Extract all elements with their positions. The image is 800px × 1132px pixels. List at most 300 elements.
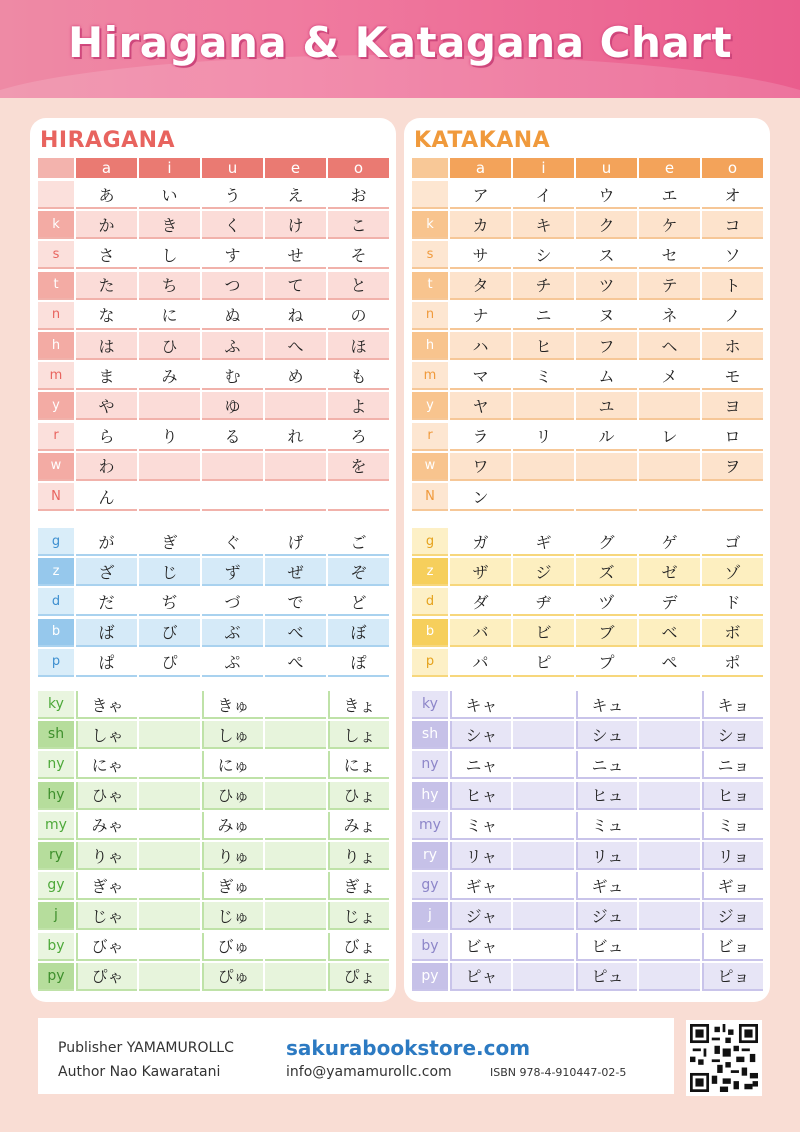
katakana-combo-kana-cell bbox=[513, 842, 574, 870]
katakana-combo-kana-cell bbox=[513, 812, 574, 840]
katakana-dakuten-kana-cell: ゾ bbox=[702, 558, 763, 586]
header-banner bbox=[0, 0, 800, 98]
katakana-combo-row-label: gy bbox=[412, 872, 448, 900]
hiragana-combo-row-ry bbox=[38, 842, 388, 872]
katakana-basic-kana-cell: ナ bbox=[450, 302, 511, 330]
hiragana-dakuten-row-label: b bbox=[38, 619, 74, 647]
hiragana-combo-row-label: py bbox=[38, 963, 74, 991]
katakana-basic-kana-cell: ノ bbox=[702, 302, 763, 330]
hiragana-dakuten-kana-cell: ぴ bbox=[139, 649, 200, 677]
hiragana-combo-kana-cell: じょ bbox=[328, 902, 389, 930]
katakana-basic-kana-cell: ウ bbox=[576, 181, 637, 209]
hiragana-combo-kana-cell bbox=[139, 842, 200, 870]
website-link[interactable]: sakurabookstore.com bbox=[286, 1036, 531, 1060]
hiragana-basic-kana-cell bbox=[202, 453, 263, 481]
hiragana-combo-kana-cell: じゃ bbox=[76, 902, 137, 930]
katakana-dakuten-row-label: b bbox=[412, 619, 448, 647]
hiragana-basic-kana-cell: す bbox=[202, 241, 263, 269]
katakana-basic-kana-cell: ス bbox=[576, 241, 637, 269]
katakana-dakuten-kana-cell: ゴ bbox=[702, 528, 763, 556]
katakana-combo-row-label: hy bbox=[412, 782, 448, 810]
hiragana-title: HIRAGANA bbox=[40, 128, 176, 153]
katakana-combo-kana-cell bbox=[639, 812, 700, 840]
hiragana-combo-kana-cell: きゃ bbox=[76, 691, 137, 719]
hiragana-basic-kana-cell: け bbox=[265, 211, 326, 239]
hiragana-basic-kana-cell: と bbox=[328, 272, 389, 300]
hiragana-basic-kana-cell: た bbox=[76, 272, 137, 300]
katakana-basic-kana-cell: サ bbox=[450, 241, 511, 269]
hiragana-basic-vowel-header-a: a bbox=[76, 158, 137, 178]
hiragana-basic-kana-cell bbox=[265, 483, 326, 511]
hiragana-combo-kana-cell: ぴゅ bbox=[202, 963, 263, 991]
katakana-combo-kana-cell: ビュ bbox=[576, 933, 637, 961]
katakana-dakuten-kana-cell: ギ bbox=[513, 528, 574, 556]
author-text: Author Nao Kawaratani bbox=[58, 1064, 221, 1080]
hiragana-dakuten-kana-cell: ず bbox=[202, 558, 263, 586]
hiragana-dakuten-kana-cell: づ bbox=[202, 588, 263, 616]
katakana-basic-vowel-header-i: i bbox=[513, 158, 574, 178]
katakana-combo-kana-cell: リュ bbox=[576, 842, 637, 870]
katakana-dakuten-kana-cell: デ bbox=[639, 588, 700, 616]
katakana-dakuten-kana-cell: バ bbox=[450, 619, 511, 647]
hiragana-basic-row-s bbox=[38, 241, 388, 271]
katakana-panel bbox=[404, 118, 770, 1002]
katakana-combo-kana-cell: ギュ bbox=[576, 872, 637, 900]
katakana-basic-kana-cell: オ bbox=[702, 181, 763, 209]
hiragana-basic-kana-cell: あ bbox=[76, 181, 137, 209]
hiragana-basic-kana-cell: り bbox=[139, 423, 200, 451]
hiragana-dakuten-row-z bbox=[38, 558, 388, 588]
katakana-dakuten-row-z bbox=[412, 558, 762, 588]
katakana-basic-kana-cell: タ bbox=[450, 272, 511, 300]
katakana-combo-kana-cell: シュ bbox=[576, 721, 637, 749]
hiragana-dakuten-kana-cell: び bbox=[139, 619, 200, 647]
katakana-basic-kana-cell bbox=[639, 392, 700, 420]
hiragana-combo-kana-cell bbox=[265, 721, 326, 749]
hiragana-basic-row-label: t bbox=[38, 272, 74, 300]
qr-code-icon[interactable] bbox=[686, 1020, 762, 1096]
email-link[interactable]: info@yamamurollc.com bbox=[286, 1064, 452, 1080]
hiragana-basic-kana-cell: ほ bbox=[328, 332, 389, 360]
katakana-basic-row-label: r bbox=[412, 423, 448, 451]
hiragana-dakuten-kana-cell: ぜ bbox=[265, 558, 326, 586]
katakana-basic-kana-cell: ヤ bbox=[450, 392, 511, 420]
hiragana-dakuten-row-b bbox=[38, 619, 388, 649]
katakana-basic-row-label: N bbox=[412, 483, 448, 511]
katakana-basic-row-label: h bbox=[412, 332, 448, 360]
katakana-combo-kana-cell bbox=[513, 691, 574, 719]
hiragana-combo-kana-cell: きゅ bbox=[202, 691, 263, 719]
hiragana-dakuten-row-label: d bbox=[38, 588, 74, 616]
hiragana-basic-kana-cell: き bbox=[139, 211, 200, 239]
katakana-basic-row-label bbox=[412, 181, 448, 209]
hiragana-dakuten-kana-cell: ぐ bbox=[202, 528, 263, 556]
hiragana-basic-kana-cell bbox=[139, 483, 200, 511]
hiragana-dakuten-row-d bbox=[38, 588, 388, 618]
katakana-dakuten-row-p bbox=[412, 649, 762, 679]
hiragana-dakuten-kana-cell: ぷ bbox=[202, 649, 263, 677]
hiragana-dakuten-row-label: g bbox=[38, 528, 74, 556]
katakana-dakuten-kana-cell: ボ bbox=[702, 619, 763, 647]
hiragana-basic-kana-cell: や bbox=[76, 392, 137, 420]
katakana-dakuten-row-d bbox=[412, 588, 762, 618]
katakana-dakuten-row-b bbox=[412, 619, 762, 649]
hiragana-combo-kana-cell: ぎゅ bbox=[202, 872, 263, 900]
hiragana-dakuten-row-g bbox=[38, 528, 388, 558]
hiragana-combo-kana-cell: きょ bbox=[328, 691, 389, 719]
hiragana-dakuten-kana-cell: ば bbox=[76, 619, 137, 647]
hiragana-combo-kana-cell: ぎゃ bbox=[76, 872, 137, 900]
katakana-basic-kana-cell bbox=[639, 453, 700, 481]
hiragana-combo-kana-cell bbox=[139, 872, 200, 900]
hiragana-combo-kana-cell: びょ bbox=[328, 933, 389, 961]
katakana-basic-vowel-header-a: a bbox=[450, 158, 511, 178]
katakana-combo-kana-cell bbox=[639, 933, 700, 961]
page-title: Hiragana & Katagana Chart bbox=[67, 18, 733, 67]
isbn-text: ISBN 978-4-910447-02-5 bbox=[490, 1066, 627, 1079]
katakana-basic-kana-cell: モ bbox=[702, 362, 763, 390]
katakana-basic-kana-cell: テ bbox=[639, 272, 700, 300]
katakana-basic-kana-cell: ソ bbox=[702, 241, 763, 269]
hiragana-combo-row-my bbox=[38, 812, 388, 842]
hiragana-combo-kana-cell: にゅ bbox=[202, 751, 263, 779]
hiragana-basic-kana-cell: わ bbox=[76, 453, 137, 481]
hiragana-combo-kana-cell: りゃ bbox=[76, 842, 137, 870]
katakana-basic-row-y bbox=[412, 392, 762, 422]
katakana-basic-kana-cell: ト bbox=[702, 272, 763, 300]
hiragana-basic-kana-cell bbox=[139, 453, 200, 481]
hiragana-combo-kana-cell: みゃ bbox=[76, 812, 137, 840]
hiragana-basic-kana-cell: う bbox=[202, 181, 263, 209]
hiragana-basic-kana-cell: る bbox=[202, 423, 263, 451]
hiragana-dakuten-kana-cell: ぽ bbox=[328, 649, 389, 677]
hiragana-combo-kana-cell: ひゃ bbox=[76, 782, 137, 810]
hiragana-combo-kana-cell: しょ bbox=[328, 721, 389, 749]
hiragana-basic-kana-cell: を bbox=[328, 453, 389, 481]
katakana-basic-kana-cell: ヨ bbox=[702, 392, 763, 420]
katakana-combo-kana-cell: ピュ bbox=[576, 963, 637, 991]
katakana-combo-row-label: my bbox=[412, 812, 448, 840]
hiragana-combo-kana-cell: しゃ bbox=[76, 721, 137, 749]
hiragana-basic-row-label: r bbox=[38, 423, 74, 451]
hiragana-panel bbox=[30, 118, 396, 1002]
katakana-combo-kana-cell: シャ bbox=[450, 721, 511, 749]
katakana-dakuten-kana-cell: ペ bbox=[639, 649, 700, 677]
hiragana-basic-kana-cell: そ bbox=[328, 241, 389, 269]
katakana-combo-row-py bbox=[412, 963, 762, 993]
katakana-basic-kana-cell: エ bbox=[639, 181, 700, 209]
katakana-basic-kana-cell bbox=[576, 483, 637, 511]
katakana-basic-kana-cell: ム bbox=[576, 362, 637, 390]
katakana-combo-kana-cell bbox=[639, 751, 700, 779]
katakana-combo-row-gy bbox=[412, 872, 762, 902]
katakana-combo-kana-cell bbox=[639, 721, 700, 749]
hiragana-basic-kana-cell: れ bbox=[265, 423, 326, 451]
katakana-basic-kana-cell: イ bbox=[513, 181, 574, 209]
katakana-combo-kana-cell: ミャ bbox=[450, 812, 511, 840]
katakana-basic-kana-cell: リ bbox=[513, 423, 574, 451]
hiragana-dakuten-kana-cell: が bbox=[76, 528, 137, 556]
katakana-basic-vowel-header-row bbox=[412, 158, 762, 180]
hiragana-dakuten-kana-cell: ざ bbox=[76, 558, 137, 586]
katakana-basic-kana-cell: ラ bbox=[450, 423, 511, 451]
katakana-combo-kana-cell: ヒョ bbox=[702, 782, 763, 810]
katakana-basic-kana-cell bbox=[513, 483, 574, 511]
katakana-basic-row-label: n bbox=[412, 302, 448, 330]
hiragana-dakuten-kana-cell: げ bbox=[265, 528, 326, 556]
hiragana-basic-vowel-header-u: u bbox=[202, 158, 263, 178]
hiragana-combo-kana-cell bbox=[265, 902, 326, 930]
katakana-dakuten-kana-cell: ガ bbox=[450, 528, 511, 556]
hiragana-combo-kana-cell bbox=[139, 812, 200, 840]
katakana-combo-kana-cell bbox=[513, 933, 574, 961]
katakana-basic-kana-cell: ヲ bbox=[702, 453, 763, 481]
katakana-basic-row-n bbox=[412, 302, 762, 332]
katakana-dakuten-kana-cell: ヅ bbox=[576, 588, 637, 616]
katakana-basic-kana-cell: ネ bbox=[639, 302, 700, 330]
katakana-combo-kana-cell: キョ bbox=[702, 691, 763, 719]
katakana-dakuten-kana-cell: ゲ bbox=[639, 528, 700, 556]
katakana-combo-kana-cell: リャ bbox=[450, 842, 511, 870]
katakana-dakuten-kana-cell: ピ bbox=[513, 649, 574, 677]
katakana-basic-row-t bbox=[412, 272, 762, 302]
hiragana-basic-kana-cell: ん bbox=[76, 483, 137, 511]
hiragana-combo-row-ny bbox=[38, 751, 388, 781]
hiragana-combo-kana-cell bbox=[139, 902, 200, 930]
katakana-combo-row-ny bbox=[412, 751, 762, 781]
hiragana-dakuten-kana-cell: ぺ bbox=[265, 649, 326, 677]
hiragana-dakuten-kana-cell: ぱ bbox=[76, 649, 137, 677]
katakana-combo-kana-cell: ジョ bbox=[702, 902, 763, 930]
katakana-combo-kana-cell: ニュ bbox=[576, 751, 637, 779]
katakana-basic-kana-cell: ヒ bbox=[513, 332, 574, 360]
hiragana-basic-kana-cell: こ bbox=[328, 211, 389, 239]
hiragana-dakuten-kana-cell: ぞ bbox=[328, 558, 389, 586]
hiragana-basic-row-label: m bbox=[38, 362, 74, 390]
hiragana-basic-kana-cell: い bbox=[139, 181, 200, 209]
hiragana-combo-kana-cell: ぎょ bbox=[328, 872, 389, 900]
katakana-basic-row-vowel bbox=[412, 181, 762, 211]
katakana-combo-kana-cell bbox=[639, 842, 700, 870]
hiragana-combo-kana-cell: にゃ bbox=[76, 751, 137, 779]
hiragana-basic-row-w bbox=[38, 453, 388, 483]
katakana-dakuten-row-label: g bbox=[412, 528, 448, 556]
hiragana-combo-kana-cell: りゅ bbox=[202, 842, 263, 870]
hiragana-basic-vowel-header-e: e bbox=[265, 158, 326, 178]
hiragana-dakuten-kana-cell: ど bbox=[328, 588, 389, 616]
hiragana-combo-kana-cell bbox=[139, 691, 200, 719]
katakana-combo-row-label: sh bbox=[412, 721, 448, 749]
hiragana-basic-row-vowel bbox=[38, 181, 388, 211]
katakana-dakuten-kana-cell: ヂ bbox=[513, 588, 574, 616]
katakana-dakuten-kana-cell: ザ bbox=[450, 558, 511, 586]
katakana-combo-kana-cell: リョ bbox=[702, 842, 763, 870]
katakana-basic-kana-cell: ン bbox=[450, 483, 511, 511]
hiragana-combo-kana-cell: びゃ bbox=[76, 933, 137, 961]
katakana-dakuten-kana-cell: ベ bbox=[639, 619, 700, 647]
hiragana-basic-corner-cell bbox=[38, 158, 74, 178]
hiragana-basic-kana-cell: は bbox=[76, 332, 137, 360]
katakana-combo-kana-cell: ミョ bbox=[702, 812, 763, 840]
hiragana-basic-kana-cell bbox=[139, 392, 200, 420]
katakana-basic-row-h bbox=[412, 332, 762, 362]
hiragana-basic-row-label: N bbox=[38, 483, 74, 511]
hiragana-basic-vowel-header-row bbox=[38, 158, 388, 180]
hiragana-basic-kana-cell: ひ bbox=[139, 332, 200, 360]
hiragana-combo-row-ky bbox=[38, 691, 388, 721]
katakana-basic-kana-cell: ハ bbox=[450, 332, 511, 360]
katakana-basic-kana-cell: ユ bbox=[576, 392, 637, 420]
katakana-combo-row-label: by bbox=[412, 933, 448, 961]
katakana-basic-kana-cell: ニ bbox=[513, 302, 574, 330]
hiragana-combo-row-label: sh bbox=[38, 721, 74, 749]
katakana-combo-kana-cell: ギャ bbox=[450, 872, 511, 900]
katakana-combo-kana-cell: ニョ bbox=[702, 751, 763, 779]
katakana-combo-kana-cell: キュ bbox=[576, 691, 637, 719]
katakana-basic-row-r bbox=[412, 423, 762, 453]
katakana-combo-kana-cell bbox=[513, 963, 574, 991]
katakana-dakuten-kana-cell: プ bbox=[576, 649, 637, 677]
hiragana-basic-row-n bbox=[38, 302, 388, 332]
hiragana-basic-row-label: h bbox=[38, 332, 74, 360]
hiragana-basic-row-k bbox=[38, 211, 388, 241]
katakana-basic-kana-cell: ミ bbox=[513, 362, 574, 390]
hiragana-basic-kana-cell bbox=[265, 453, 326, 481]
katakana-dakuten-row-label: d bbox=[412, 588, 448, 616]
hiragana-combo-kana-cell bbox=[265, 691, 326, 719]
hiragana-combo-row-sh bbox=[38, 721, 388, 751]
hiragana-basic-kana-cell: ら bbox=[76, 423, 137, 451]
katakana-dakuten-kana-cell: ジ bbox=[513, 558, 574, 586]
hiragana-dakuten-kana-cell: で bbox=[265, 588, 326, 616]
katakana-basic-row-label: t bbox=[412, 272, 448, 300]
hiragana-basic-kana-cell: よ bbox=[328, 392, 389, 420]
hiragana-basic-row-y bbox=[38, 392, 388, 422]
hiragana-basic-row-m bbox=[38, 362, 388, 392]
katakana-combo-kana-cell: ギョ bbox=[702, 872, 763, 900]
katakana-basic-kana-cell: メ bbox=[639, 362, 700, 390]
hiragana-basic-kana-cell: か bbox=[76, 211, 137, 239]
hiragana-basic-kana-cell: ね bbox=[265, 302, 326, 330]
katakana-dakuten-kana-cell: ド bbox=[702, 588, 763, 616]
hiragana-combo-row-label: gy bbox=[38, 872, 74, 900]
hiragana-basic-kana-cell: の bbox=[328, 302, 389, 330]
hiragana-basic-kana-cell: ま bbox=[76, 362, 137, 390]
katakana-basic-vowel-header-u: u bbox=[576, 158, 637, 178]
hiragana-dakuten-row-p bbox=[38, 649, 388, 679]
katakana-basic-kana-cell: ツ bbox=[576, 272, 637, 300]
katakana-basic-row-label: w bbox=[412, 453, 448, 481]
katakana-dakuten-kana-cell: ビ bbox=[513, 619, 574, 647]
hiragana-combo-row-hy bbox=[38, 782, 388, 812]
katakana-dakuten-kana-cell: ブ bbox=[576, 619, 637, 647]
katakana-basic-vowel-header-o: o bbox=[702, 158, 763, 178]
hiragana-basic-vowel-header-i: i bbox=[139, 158, 200, 178]
katakana-combo-row-label: ky bbox=[412, 691, 448, 719]
hiragana-combo-kana-cell bbox=[139, 782, 200, 810]
katakana-combo-kana-cell: ミュ bbox=[576, 812, 637, 840]
katakana-combo-kana-cell: ショ bbox=[702, 721, 763, 749]
hiragana-dakuten-kana-cell: ぢ bbox=[139, 588, 200, 616]
katakana-basic-kana-cell bbox=[513, 453, 574, 481]
katakana-combo-kana-cell: ビャ bbox=[450, 933, 511, 961]
katakana-basic-row-label: s bbox=[412, 241, 448, 269]
hiragana-combo-kana-cell bbox=[265, 963, 326, 991]
katakana-basic-kana-cell: ホ bbox=[702, 332, 763, 360]
katakana-basic-kana-cell bbox=[513, 392, 574, 420]
katakana-combo-kana-cell bbox=[513, 721, 574, 749]
publisher-text: Publisher YAMAMUROLLC bbox=[58, 1040, 234, 1056]
hiragana-combo-kana-cell bbox=[265, 782, 326, 810]
hiragana-combo-row-label: ky bbox=[38, 691, 74, 719]
hiragana-dakuten-row-label: z bbox=[38, 558, 74, 586]
katakana-combo-row-label: ny bbox=[412, 751, 448, 779]
hiragana-basic-kana-cell: お bbox=[328, 181, 389, 209]
hiragana-basic-kana-cell: も bbox=[328, 362, 389, 390]
hiragana-basic-row-t bbox=[38, 272, 388, 302]
katakana-combo-kana-cell bbox=[639, 782, 700, 810]
hiragana-combo-kana-cell: りょ bbox=[328, 842, 389, 870]
hiragana-combo-kana-cell: ぴょ bbox=[328, 963, 389, 991]
katakana-basic-kana-cell: ル bbox=[576, 423, 637, 451]
katakana-basic-kana-cell: ア bbox=[450, 181, 511, 209]
katakana-combo-kana-cell bbox=[513, 782, 574, 810]
katakana-basic-kana-cell: ク bbox=[576, 211, 637, 239]
qr-code-graphic bbox=[690, 1024, 758, 1092]
hiragana-basic-row-N bbox=[38, 483, 388, 513]
hiragana-combo-kana-cell bbox=[265, 933, 326, 961]
katakana-basic-row-label: y bbox=[412, 392, 448, 420]
hiragana-combo-row-by bbox=[38, 933, 388, 963]
hiragana-basic-kana-cell: く bbox=[202, 211, 263, 239]
hiragana-basic-row-r bbox=[38, 423, 388, 453]
katakana-combo-kana-cell: ニャ bbox=[450, 751, 511, 779]
katakana-basic-row-label: m bbox=[412, 362, 448, 390]
katakana-basic-kana-cell: ワ bbox=[450, 453, 511, 481]
katakana-basic-row-k bbox=[412, 211, 762, 241]
hiragana-combo-row-gy bbox=[38, 872, 388, 902]
hiragana-basic-kana-cell: え bbox=[265, 181, 326, 209]
katakana-basic-kana-cell: セ bbox=[639, 241, 700, 269]
katakana-dakuten-row-g bbox=[412, 528, 762, 558]
hiragana-basic-row-label bbox=[38, 181, 74, 209]
katakana-basic-vowel-header-e: e bbox=[639, 158, 700, 178]
footer-info bbox=[38, 1018, 674, 1094]
katakana-basic-kana-cell: コ bbox=[702, 211, 763, 239]
hiragana-combo-kana-cell: みょ bbox=[328, 812, 389, 840]
hiragana-combo-kana-cell bbox=[139, 933, 200, 961]
hiragana-basic-kana-cell: む bbox=[202, 362, 263, 390]
hiragana-basic-kana-cell: ふ bbox=[202, 332, 263, 360]
katakana-basic-kana-cell: レ bbox=[639, 423, 700, 451]
hiragana-combo-row-py bbox=[38, 963, 388, 993]
katakana-basic-row-s bbox=[412, 241, 762, 271]
katakana-basic-kana-cell bbox=[702, 483, 763, 511]
katakana-basic-kana-cell: ロ bbox=[702, 423, 763, 451]
hiragana-combo-row-label: hy bbox=[38, 782, 74, 810]
katakana-dakuten-kana-cell: パ bbox=[450, 649, 511, 677]
hiragana-combo-row-j bbox=[38, 902, 388, 932]
katakana-basic-kana-cell: チ bbox=[513, 272, 574, 300]
hiragana-combo-kana-cell: みゅ bbox=[202, 812, 263, 840]
hiragana-combo-row-label: by bbox=[38, 933, 74, 961]
hiragana-combo-kana-cell: にょ bbox=[328, 751, 389, 779]
hiragana-dakuten-kana-cell: だ bbox=[76, 588, 137, 616]
katakana-combo-row-ry bbox=[412, 842, 762, 872]
hiragana-dakuten-kana-cell: べ bbox=[265, 619, 326, 647]
hiragana-combo-kana-cell bbox=[139, 751, 200, 779]
katakana-dakuten-kana-cell: ポ bbox=[702, 649, 763, 677]
